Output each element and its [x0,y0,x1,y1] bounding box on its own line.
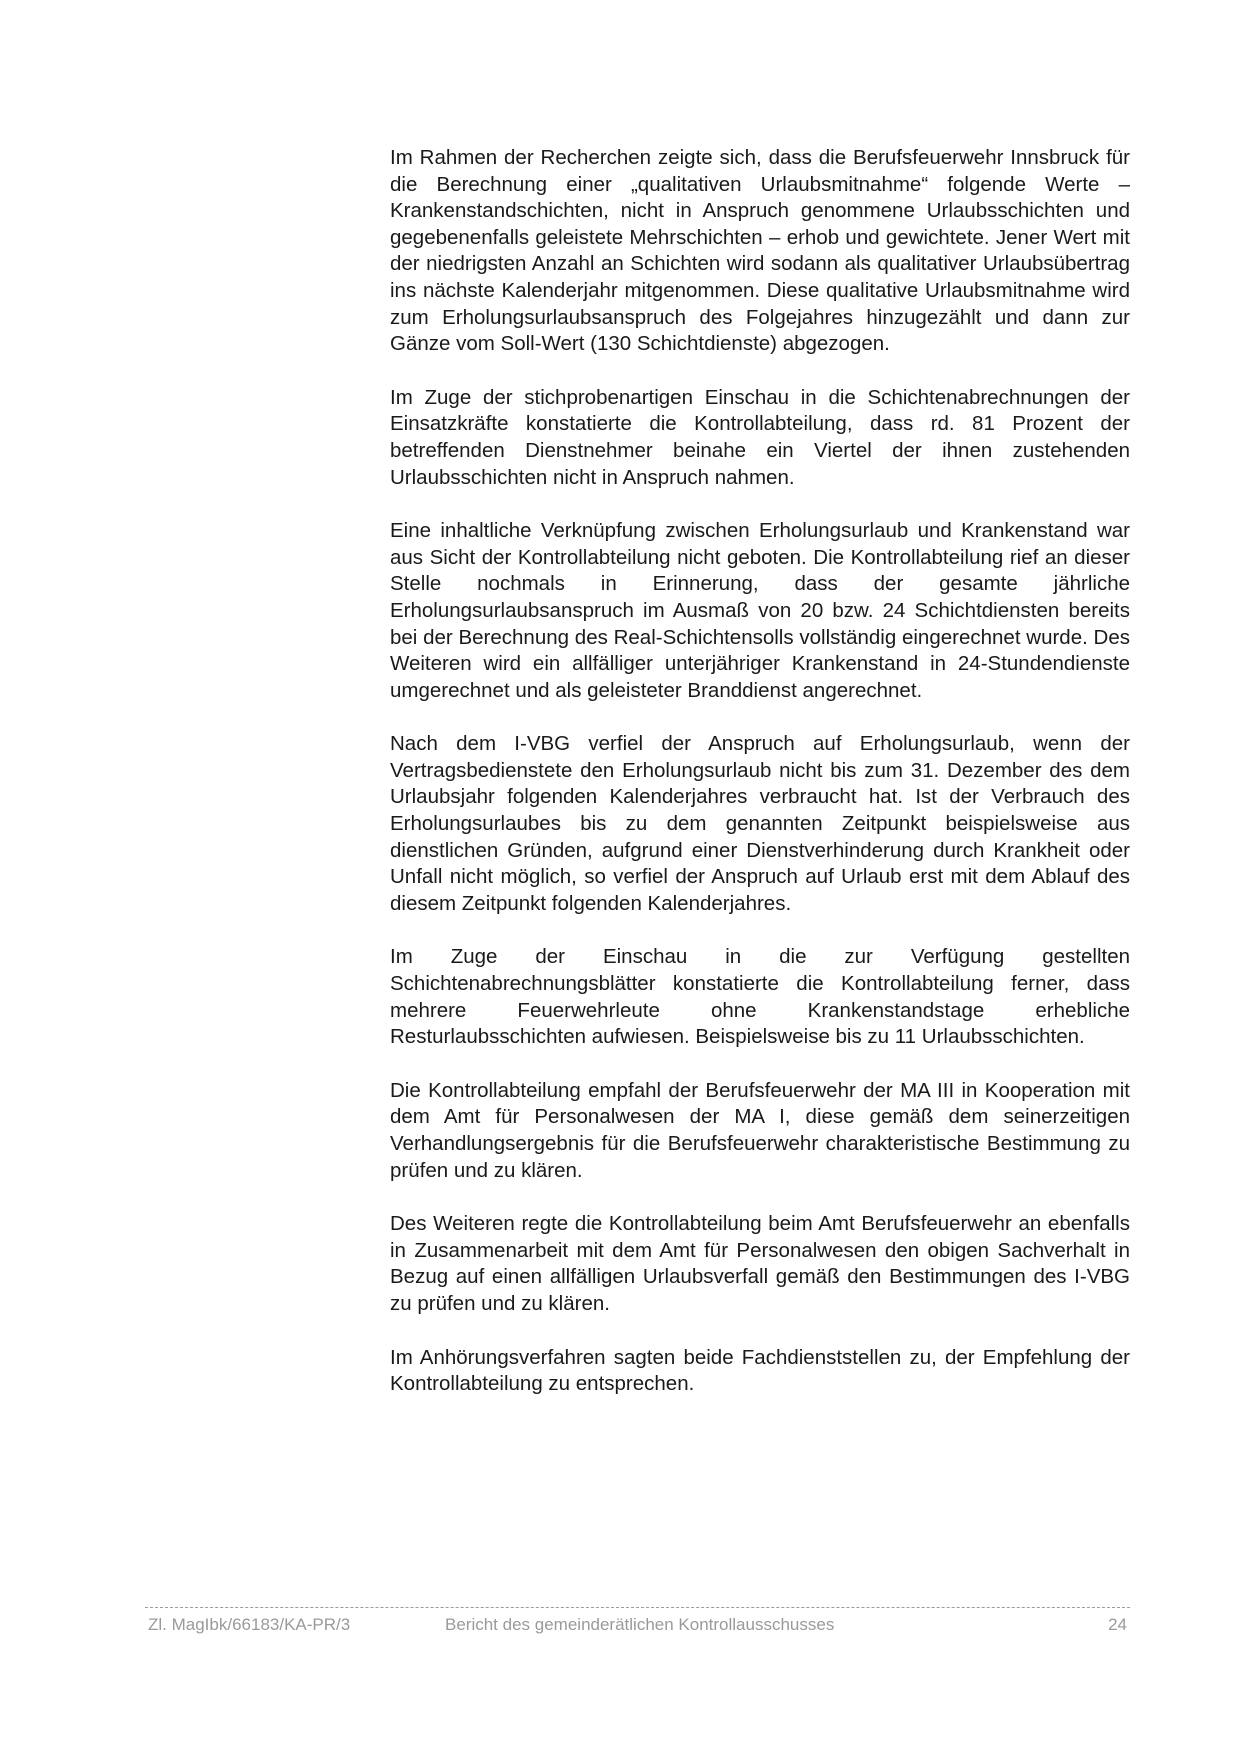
paragraph-5: Im Zuge der Einschau in die zur Verfügung gestellten Schichtenabrechnungsblätter konstatierte die Kontrollabteilung ferner, dass mehrere Feuerwehrleute ohne Krankenstandstage erhebliche Resturlaubsschichten aufwiesen. Beispielsweise bis zu 11 Urlaubsschichten. [390,945,1130,1049]
paragraph-6: Die Kontrollabteilung empfahl der Berufsfeuerwehr der MA III in Kooperation mit dem Amt für Personalwesen der MA I, diese gemäß dem seinerzeitigen Verhandlungsergebnis für die Berufsfeuerwehr charakteristische Bestimmung zu prüfen und zu klären. [390,1078,1130,1182]
body-text [390,145,1130,1425]
footer-title: Bericht des gemeinderätlichen Kontrollausschusses [445,1615,835,1634]
page-number: 24 [1108,1615,1127,1634]
paragraph-8: Im Anhörungsverfahren sagten beide Fachdienststellen zu, der Empfehlung der Kontrollabteilung zu entsprechen. [390,1345,1130,1396]
paragraph-4: Nach dem I-VBG verfiel der Anspruch auf Erholungsurlaub, wenn der Vertragsbedienstete den Erholungsurlaub nicht bis zum 31. Dezember des dem Urlaubsjahr folgenden Kalenderjahres verbraucht hat. Ist der Verbrauch des Erholungsurlaubes bis zu dem genannten Zeitpunkt beispielsweise aus dienstlichen Gründen, aufgrund einer Dienstverhinderung durch Krankheit oder Unfall nicht möglich, so verfiel der Anspruch auf Urlaub erst mit dem Ablauf des diesem Zeitpunkt folgenden Kalenderjahres. [390,732,1130,915]
footer-reference: Zl. MagIbk/66183/KA-PR/3 [148,1615,351,1634]
paragraph-1: Im Rahmen der Recherchen zeigte sich, dass die Berufsfeuerwehr Innsbruck für die Berechnung einer „qualitativen Urlaubsmitnahme“ folgende Werte – Krankenstandschichten, nicht in Anspruch genommene Urlaubsschichten und gegebenenfalls geleistete Mehrschichten – erhob und gewichtete. Jener Wert mit der niedrigsten Anzahl an Schichten wird sodann als qualitativer Urlaubsübertrag ins nächste Kalenderjahr mitgenommen. Diese qualitative Urlaubsmitnahme wird zum Erholungsurlaubsanspruch des Folgejahres hinzugezählt und dann zur Gänze vom Soll-Wert (130 Schichtdienste) abgezogen. [390,146,1130,356]
paragraph-2: Im Zuge der stichprobenartigen Einschau in die Schichtenabrechnungen der Einsatzkräfte konstatierte die Kontrollabteilung, dass rd. 81 Prozent der betreffenden Dienstnehmer beinahe ein Viertel der ihnen zustehenden Urlaubsschichten nicht in Anspruch nahmen. [390,385,1130,489]
page-footer [145,1607,1130,1644]
paragraph-7: Des Weiteren regte die Kontrollabteilung beim Amt Berufsfeuerwehr an ebenfalls in Zusammenarbeit mit dem Amt für Personalwesen den obigen Sachverhalt in Bezug auf einen allfälligen Urlaubsverfall gemäß den Bestimmungen des I-VBG zu prüfen und zu klären. [390,1212,1130,1315]
paragraph-3: Eine inhaltliche Verknüpfung zwischen Erholungsurlaub und Krankenstand war aus Sicht der Kontrollabteilung nicht geboten. Die Kontrollabteilung rief an dieser Stelle nochmals in Erinnerung, dass der gesamte jährliche Erholungsurlaubsanspruch im Ausmaß von 20 bzw. 24 Schichtdiensten bereits bei der Berechnung des Real-Schichtensolls vollständig eingerechnet wurde. Des Weiteren wird ein allfälliger unterjähriger Krankenstand in 24-Stundendienste umgerechnet und als geleisteter Branddienst angerechnet. [390,519,1130,702]
